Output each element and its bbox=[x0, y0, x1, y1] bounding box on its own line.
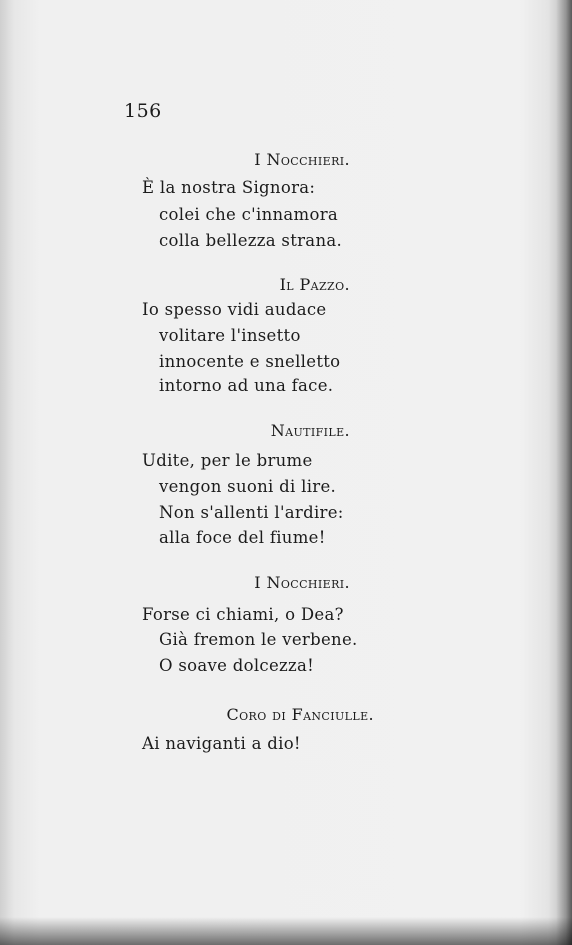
speaker-coro-di-fanciulle: Coro di Fanciulle. bbox=[226, 705, 374, 724]
verse-line: Non s'allenti l'ardire: bbox=[159, 503, 344, 522]
verse-line: innocente e snelletto bbox=[159, 352, 341, 371]
page-number: 156 bbox=[124, 100, 162, 122]
verse-line: alla foce del fiume! bbox=[159, 528, 326, 547]
verse-line: intorno ad una face. bbox=[159, 376, 334, 395]
verse-line: È la nostra Signora: bbox=[142, 178, 316, 197]
verse-line: O soave dolcezza! bbox=[159, 656, 315, 675]
verse-line: volitare l'insetto bbox=[159, 326, 301, 345]
verse-line: Ai naviganti a dio! bbox=[142, 734, 301, 753]
speaker-nocchieri-2: I Nocchieri. bbox=[254, 573, 350, 592]
verse-line: vengon suoni di lire. bbox=[159, 477, 337, 496]
verse-line: Udite, per le brume bbox=[142, 451, 313, 470]
page-bottom-shadow bbox=[0, 917, 572, 945]
speaker-nocchieri-1: I Nocchieri. bbox=[254, 150, 350, 169]
verse-line: colla bellezza strana. bbox=[159, 231, 343, 250]
speaker-nautifile: Nautifile. bbox=[270, 421, 350, 440]
verse-line: colei che c'innamora bbox=[159, 205, 339, 224]
verse-line: Forse ci chiami, o Dea? bbox=[142, 605, 344, 624]
verse-line: Già fremon le verbene. bbox=[159, 630, 358, 649]
speaker-pazzo: Il Pazzo. bbox=[279, 275, 350, 294]
verse-line: Io spesso vidi audace bbox=[142, 300, 327, 319]
page-edge-shadow bbox=[556, 0, 572, 945]
